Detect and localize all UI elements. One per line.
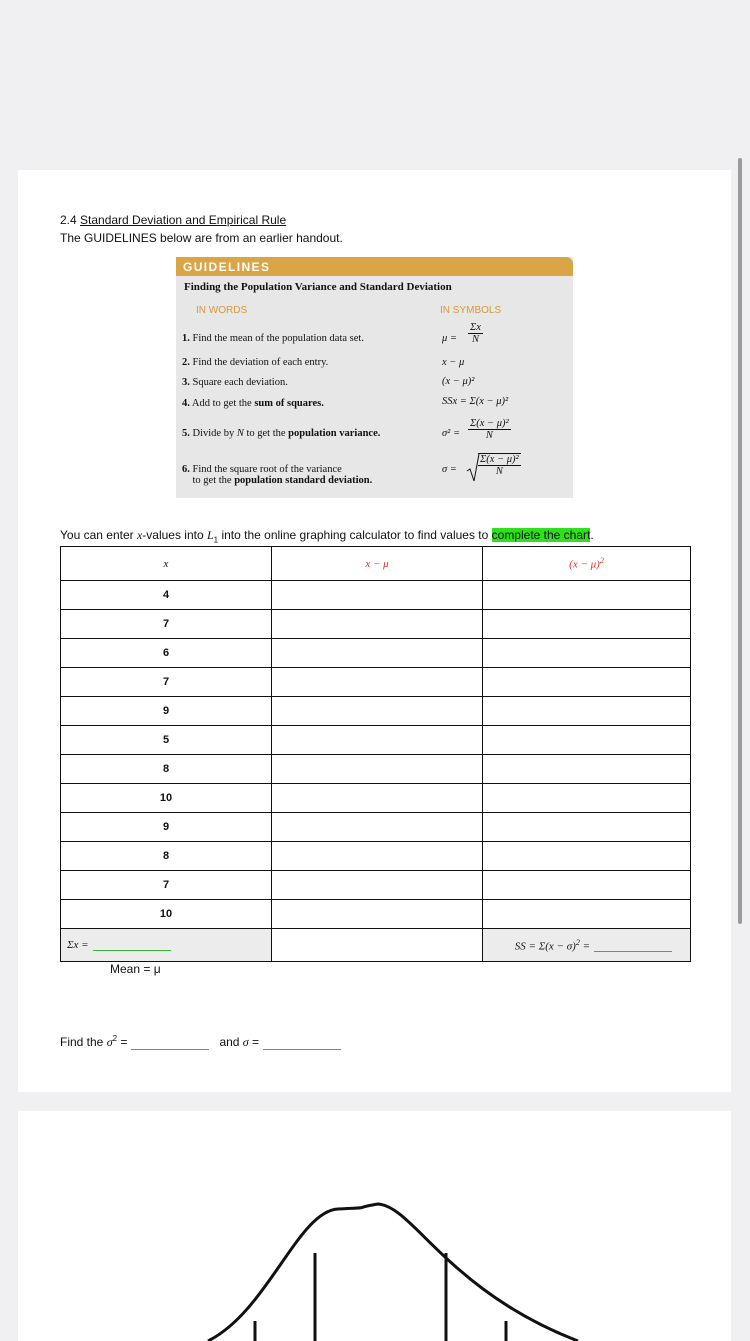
step-2: 2. Find the deviation of each entry. — [182, 357, 329, 368]
squared-deviation-cell[interactable] — [483, 900, 691, 929]
col-header-deviation: x − μ — [272, 547, 483, 581]
col-header-x: x — [61, 547, 272, 581]
deviation-cell[interactable] — [272, 639, 483, 668]
deviation-cell[interactable] — [272, 842, 483, 871]
table-row — [61, 726, 691, 755]
symbol-5-lhs: σ² = — [442, 428, 461, 439]
x-value-cell: 10 — [61, 900, 272, 929]
table-row — [61, 581, 691, 610]
deviation-cell[interactable] — [272, 813, 483, 842]
deviation-cell[interactable] — [272, 871, 483, 900]
squared-deviation-cell[interactable] — [483, 813, 691, 842]
step-4: 4. Add to get the sum of squares. — [182, 398, 324, 409]
table-row — [61, 668, 691, 697]
table-row — [61, 784, 691, 813]
symbol-3: (x − μ)² — [442, 376, 475, 387]
symbol-4: SSx = Σ(x − μ)² — [442, 396, 509, 407]
squared-deviation-cell[interactable] — [483, 639, 691, 668]
deviation-cell[interactable] — [272, 697, 483, 726]
deviation-cell[interactable] — [272, 668, 483, 697]
squared-deviation-cell[interactable] — [483, 871, 691, 900]
deviation-cell[interactable] — [272, 726, 483, 755]
bell-curve-page — [18, 1111, 731, 1341]
variance-blank[interactable] — [131, 1049, 209, 1050]
bell-curve-line — [208, 1204, 578, 1341]
mean-label: Mean = μ — [110, 962, 161, 976]
squared-deviation-cell[interactable] — [483, 668, 691, 697]
deviation-cell[interactable] — [272, 900, 483, 929]
footer-middle-cell[interactable] — [272, 929, 483, 962]
step-6: 6. Find the square root of the variance to get the population standard deviation. — [182, 464, 373, 486]
page-title: 2.4 Standard Deviation and Empirical Rule — [60, 213, 287, 227]
highlighted-text: complete the chart — [491, 528, 591, 542]
symbol-1-fraction: $\frac{\Sigma x}{N}$ — [470, 322, 481, 345]
worksheet-page — [18, 170, 731, 1092]
table-header-row — [61, 547, 691, 581]
data-table — [60, 546, 691, 962]
x-value-cell: 7 — [61, 610, 272, 639]
x-value-cell: 8 — [61, 842, 272, 871]
page-subtitle: The GUIDELINES below are from an earlier handout. — [60, 231, 343, 245]
sum-x-blank[interactable] — [93, 950, 171, 951]
table-row — [61, 871, 691, 900]
table-row — [61, 900, 691, 929]
table-row — [61, 842, 691, 871]
find-variance-text: Find the $\sigma^2$ = and σ = — [60, 1034, 341, 1050]
squared-deviation-cell[interactable] — [483, 726, 691, 755]
table-row — [61, 697, 691, 726]
x-value-cell: 9 — [61, 813, 272, 842]
x-value-cell: 8 — [61, 755, 272, 784]
table-row — [61, 639, 691, 668]
scrollbar[interactable] — [738, 158, 742, 924]
x-value-cell: 10 — [61, 784, 272, 813]
squared-deviation-cell[interactable] — [483, 581, 691, 610]
col-in-words: IN WORDS — [196, 305, 248, 316]
symbol-6-lhs: σ = — [442, 464, 457, 475]
guidelines-banner: GUIDELINES — [176, 257, 573, 276]
symbol-6-fraction: $\frac{\text{Σ(x − μ)²}}{N}$ — [480, 454, 519, 477]
deviation-cell[interactable] — [272, 581, 483, 610]
ss-blank[interactable] — [594, 951, 672, 952]
x-value-cell: 5 — [61, 726, 272, 755]
deviation-cell[interactable] — [272, 755, 483, 784]
x-value-cell: 9 — [61, 697, 272, 726]
x-value-cell: 7 — [61, 668, 272, 697]
squared-deviation-cell[interactable] — [483, 610, 691, 639]
x-value-cell: 7 — [61, 871, 272, 900]
symbol-5-fraction: $\frac{\text{Σ(x − μ)²}}{N}$ — [470, 418, 509, 441]
x-value-cell: 4 — [61, 581, 272, 610]
guidelines-title: Finding the Population Variance and Standard Deviation — [184, 281, 452, 293]
symbol-2: x − μ — [442, 357, 465, 368]
instructions-text: You can enter x-values into $L_1$ into the online graphing calculator to find values to complete the chart. — [60, 528, 594, 545]
step-1: 1. Find the mean of the population data set. — [182, 333, 364, 344]
table-row — [61, 755, 691, 784]
step-5: 5. Divide by N to get the population variance. — [182, 428, 381, 439]
squared-deviation-cell[interactable] — [483, 697, 691, 726]
col-in-symbols: IN SYMBOLS — [440, 305, 502, 316]
ss-cell[interactable]: SS = $\Sigma(x - \sigma)^2$ = — [483, 929, 691, 962]
squared-deviation-cell[interactable] — [483, 784, 691, 813]
table-row — [61, 813, 691, 842]
sum-x-cell[interactable]: Σx = — [61, 929, 272, 962]
squared-deviation-cell[interactable] — [483, 842, 691, 871]
bell-curve-diagram — [18, 1111, 731, 1341]
table-footer-row — [61, 929, 691, 962]
guidelines-box — [176, 257, 573, 498]
squared-deviation-cell[interactable] — [483, 755, 691, 784]
deviation-cell[interactable] — [272, 610, 483, 639]
symbol-1-lhs: μ = — [442, 333, 457, 344]
deviation-cell[interactable] — [272, 784, 483, 813]
col-header-squared: $(x - \mu)^2$ — [483, 547, 691, 581]
step-3: 3. Square each deviation. — [182, 377, 288, 388]
table-row — [61, 610, 691, 639]
std-dev-blank[interactable] — [263, 1049, 341, 1050]
x-value-cell: 6 — [61, 639, 272, 668]
